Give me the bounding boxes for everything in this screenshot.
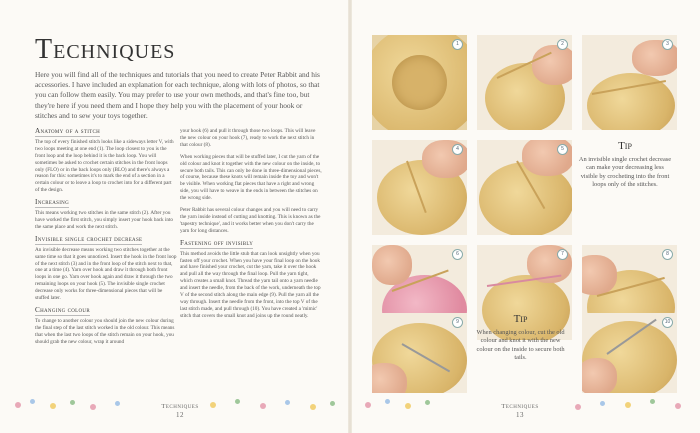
body-working-pieces: When working pieces that will be stuffed later, I cut the yarn of the old colour and knot it together with the new colour on the inside, to secure both tails. This can only be done in three-dimensional pieces, of course, because these knots will remain inside the toy and won't be visible. When working flat pieces that have a right and wrong side, you will have to weave in the ends in between the stitches on the wrong side.: [180, 153, 322, 202]
folio-label: Techniques: [501, 403, 539, 410]
step-badge: 6: [452, 249, 463, 260]
tip-text: When changing colour, cut the old colour and knot it with the new colour on the inside to secure both tails.: [476, 329, 565, 362]
tip-heading: Tip: [618, 140, 632, 152]
heading-anatomy: Anatomy of a stitch: [35, 127, 101, 135]
column-right: [180, 128, 322, 325]
folio-left: [150, 403, 210, 419]
heading-changing-colour: Changing colour: [35, 305, 90, 314]
page-number: 13: [516, 411, 524, 419]
step-badge: 1: [452, 39, 463, 50]
body-changing-colour: To change to another colour you should join the new colour during the final step of the last stitch worked in the old colour. This means that when the last two loops of the stitch remain on your hook, you should grab the new colour, wrap it around: [35, 317, 175, 345]
body-changing-continued: your hook (6) and pull it through those two loops. This will leave the new colour on your hook (7), ready to work the next stitch in that colour (8).: [180, 128, 316, 148]
step-badge: 2: [557, 39, 568, 50]
folio-label: Techniques: [161, 403, 199, 410]
photo-step-2: [477, 35, 572, 130]
step-badge: 4: [452, 144, 463, 155]
step-badge: 7: [557, 249, 568, 260]
body-invisible-decrease: An invisible decrease means working two stitches together at the same time so that it goes unnoticed. Insert the hook in the front loop of the next stitch (3) and in the front loop of the stitch next to that, one at a time (4). Yarn over hook and draw it through both front loops in one go. Yarn over hook again and draw it through the two remaining loops on your hook (5). The invisible single crochet decrease only works for three-dimensional pieces that will be stuffed later.: [35, 246, 177, 302]
photo-step-5: [477, 140, 572, 235]
heading-invisible-decrease: Invisible single crochet decrease: [35, 234, 143, 243]
body-fastening-off: This method avoids the little stub that can look unsightly when you fasten off your crochet. When you have your final loop on the hook and have finished your crochet, cut the yarn, take it over the hook and pull all the way through the final loop. Pull the yarn tight, which creates a small knot. Thread the yarn tail onto a yarn needle and insert the needle, from the back of the work, underneath the top V of the second stitch along the main edge (9). Pull the yarn all the way through. Insert the needle from the front, into the top V of the last stitch made, and pull through (10). You have created a 'mimic' stitch that covers the small knot and joins up the round neatly.: [180, 250, 321, 319]
photo-step-9: [372, 313, 467, 393]
body-increasing: This means working two stitches in the same stitch (2). After you have worked the first stitch, you simply insert your hook back into the same place and work the next stitch.: [35, 210, 174, 230]
step-badge: 9: [452, 317, 463, 328]
heading-increasing: Increasing: [35, 198, 70, 207]
photo-step-10: [582, 313, 677, 393]
tip-heading: Tip: [513, 313, 528, 325]
step-badge: 10: [662, 317, 673, 328]
step-badge: 3: [662, 39, 673, 50]
photo-step-4: [372, 140, 467, 235]
folio-right: [490, 403, 550, 419]
photo-step-3: [582, 35, 677, 130]
photo-step-1: [372, 35, 467, 130]
page-title: Techniques: [35, 34, 176, 65]
heading-fastening-off: Fastening off invisibly: [180, 238, 254, 247]
tip-box-colour: [473, 313, 568, 408]
step-badge: 5: [557, 144, 568, 155]
page-number: 12: [176, 411, 184, 419]
column-left: [35, 128, 177, 350]
gutter: [348, 0, 352, 433]
intro-paragraph: Here you will find all of the techniques and tutorials that you need to create Peter Rabbit and his accessories. I have included an explanation for each technique, along with lots of photos, so that you can follow them easily. You may prefer to use your own methods, and that's fine too, but they're here if you need them and I hope they help you with the placement of your hook or stitches and to sew your toys together.: [35, 70, 320, 120]
body-peter-rabbit: Peter Rabbit has several colour changes and you will need to carry the yarn inside instead of cutting and knotting. This is known as the 'tapestry technique', and it works better when you don't carry the yarn for long distances.: [180, 207, 321, 234]
body-anatomy: The top of every finished stitch looks like a sideways letter V, with two loops meeting at one end (1). The loop closest to you is the front loop and the loop behind it is the back loop. You will sometimes be asked to crochet certain stitches in the front loops only (FLO) or in the back loops only (BLO) and there's always a reason for this: sometimes it's to mark the end of a section in a certain colour or to leave a loop to crochet into for a different part of the design.: [35, 138, 174, 194]
step-badge: 8: [662, 249, 673, 260]
tip-box-decrease: [577, 140, 673, 235]
tip-text: An invisible single crochet decrease can make your decreasing less visible by crocheting into the front loops only of the stitches.: [578, 156, 672, 189]
